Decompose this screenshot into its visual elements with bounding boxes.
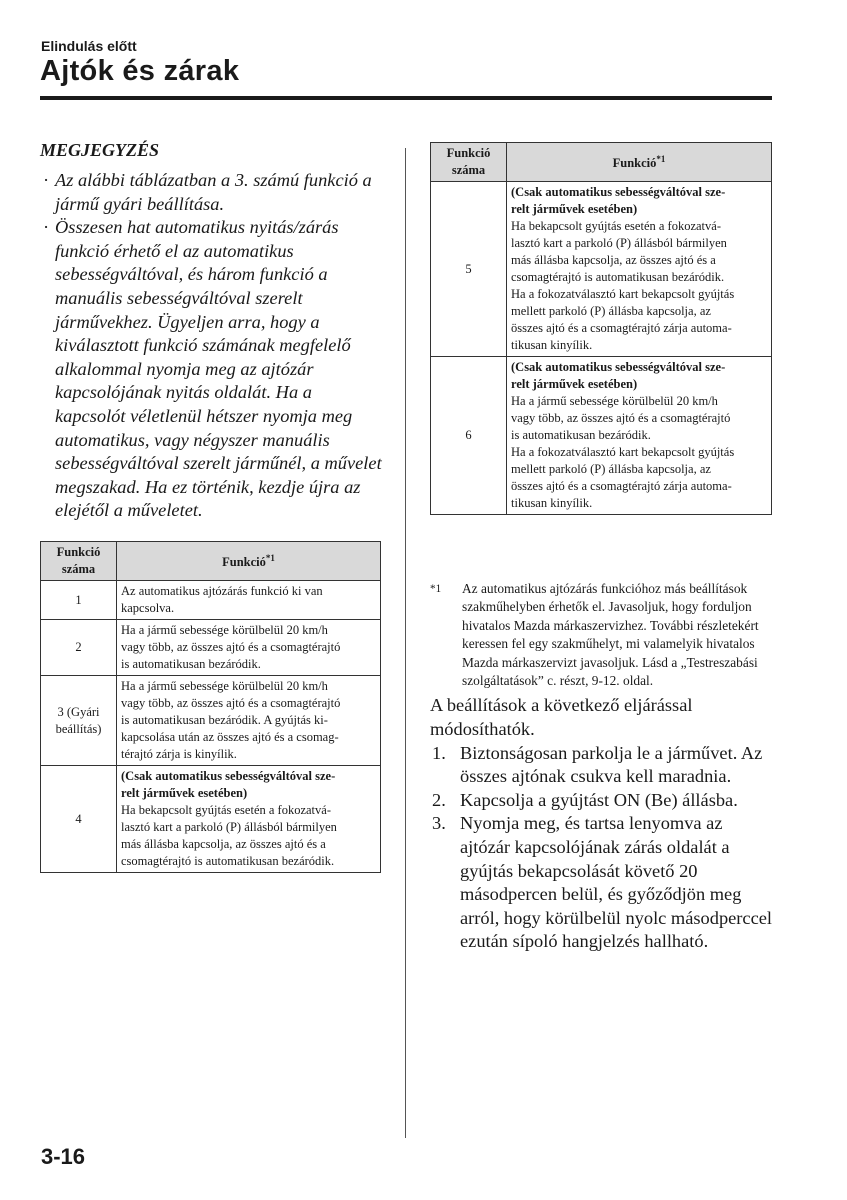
function-number: 6 [431,357,507,515]
procedure-step: 3. Nyomja meg, és tartsa lenyomva az ajtózár kapcsolójának zárás oldalát a gyújtás bekapcsolását követő 20 másodpercen belül, és győződjön meg arról, hogy körülbelül nyolc másodperccel ezután sípoló hangjelzés hallható. [432,813,773,952]
table-row [41,676,381,766]
col-header-number: Funkció száma [41,542,117,581]
table-row [41,581,381,620]
note-bullet: · Összesen hat automatikus nyitás/zárás funkció érhető el az automatikus sebességváltóval, és három funkció a manuális sebességváltóval szerelt járművekhez. Ügyeljen arra, hogy a kiválasztott funkció számának megfelelő alkalommal nyomja meg az ajtózár kapcsolójának nyitás oldalát. Ha a kapcsolót véletlenül hétszer nyomja meg automatikus, vagy négyszer manuális sebességváltóval szerelt járműnél, a művelet megszakad. Ha ez történik, kezdje újra az elejétől a műveletet. [40,216,382,523]
function-number: 2 [41,620,117,676]
procedure-intro: A beállítások a következő eljárással módosíthatók. [430,695,693,740]
col-header-function: Funkció$^{*1}$ [507,143,772,182]
function-description: Ha a jármű sebessége körülbelül 20 km/h vagy több, az összes ajtó és a csomagtérajtó is automatikusan bezáródik. A gyújtás ki- kapcsolása után az összes ajtó és a csomag- térajtó zárja is kinyílik. [117,676,381,766]
function-number: 1 [41,581,117,620]
function-description: (Csak automatikus sebességváltóval sze- relt járművek esetében) Ha bekapcsolt gyújtás esetén a fokozatvá- lasztó kart a parkoló (P) állásból bármilyen más állásba kapcsolja, az összes ajtó és a csomagtérajtó is automatikusan bezáródik. [117,766,381,873]
col-header-function: Funkció$^{*1}$ [117,542,381,581]
footnote [430,580,775,690]
title-rule [40,96,772,100]
table-header-row [431,143,772,182]
procedure-block [430,580,775,954]
procedure-step: 1. Biztonságosan parkolja le a járművet. Az összes ajtónak csukva kell maradnia. [432,742,763,787]
function-description: (Csak automatikus sebességváltóval sze- relt járművek esetében) Ha bekapcsolt gyújtás esetén a fokozatvá- lasztó kart a parkoló (P) állásból bármilyen más állásba kapcsolja, az összes ajtó és a csomagtérajtó is automatikusan bezáródik. Ha a fokozatválasztó kart bekapcsolt gyújtás mellett parkoló (P) állásba kapcsolja, az összes ajtó és a csomagtérajtó zárja automa- tikusan kinyílik. [507,182,772,357]
function-description: (Csak automatikus sebességváltóval sze- relt járművek esetében) Ha a jármű sebessége körülbelül 20 km/h vagy több, az összes ajtó és a csomagtérajtó is automatikusan bezáródik. Ha a fokozatválasztó kart bekapcsolt gyújtás mellett parkoló (P) állásba kapcsolja, az összes ajtó és a csomagtérajtó zárja automa- tikusan kinyílik. [507,357,772,515]
table-row [41,620,381,676]
section-label: Elindulás előtt [41,38,137,54]
table-row [431,357,772,515]
function-description: Ha a jármű sebessége körülbelül 20 km/h vagy több, az összes ajtó és a csomagtérajtó is automatikusan bezáródik. [117,620,381,676]
footnote-mark: *1 [430,583,442,595]
function-number: 5 [431,182,507,357]
table-header-row [41,542,381,581]
column-divider [405,148,406,1138]
table-row [41,766,381,873]
note-block [40,140,382,523]
procedure-step: 2. Kapcsolja a gyújtást ON (Be) állásba. [432,789,738,810]
footnote-text: Az automatikus ajtózárás funkcióhoz más beállítások szakműhelyben érhetők el. Javasoljuk, hogy forduljon hivatalos Mazda márkaszervizhez. További részletekért keressen fel egy szakműhelyt, mi valamelyik hivatalos Mazda márkaszervizt javasoljuk. Lásd a „Testreszabási szolgáltatások” c. részt, 9-12. oldal. [462,581,759,689]
function-table-right [430,142,772,515]
page-number: 3-16 [41,1144,86,1169]
note-title: MEGJEGYZÉS [40,140,160,160]
function-number: 3 (Gyári beállítás) [41,676,117,766]
procedure-steps [430,742,775,954]
function-table-left [40,541,381,873]
function-description: Az automatikus ajtózárás funkció ki van kapcsolva. [117,581,381,620]
note-bullet: · Az alábbi táblázatban a 3. számú funkció a jármű gyári beállítása. [40,169,382,216]
col-header-number: Funkció száma [431,143,507,182]
table-row [431,182,772,357]
function-number: 4 [41,766,117,873]
note-list [40,169,382,523]
page-title: Ajtók és zárak [40,55,240,87]
